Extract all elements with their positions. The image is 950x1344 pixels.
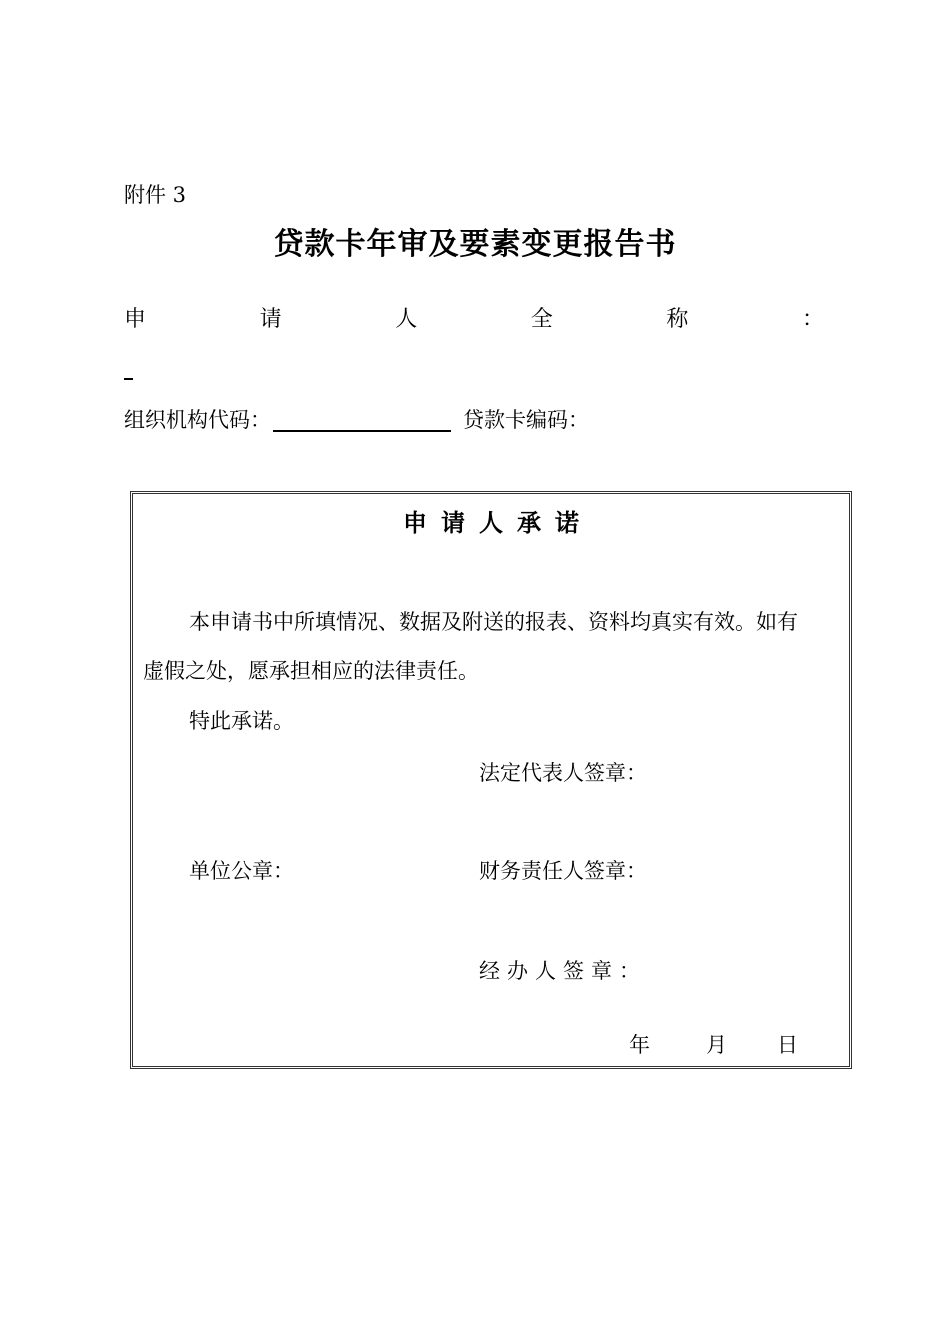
date-row [629, 1030, 798, 1060]
date-day: 日 [777, 1033, 798, 1057]
org-code-row [124, 405, 589, 435]
date-month: 月 [706, 1033, 727, 1057]
commitment-paragraph-line1: 本申请书中所填情况、数据及附送的报表、资料均真实有效。如有 [189, 610, 798, 634]
date-year: 年 [629, 1033, 650, 1057]
handler-signature-label: 经办人签章： [479, 959, 647, 983]
applicant-name-label [124, 304, 824, 336]
page-title: 贷款卡年审及要素变更报告书 [273, 227, 677, 262]
commitment-closing: 特此承诺。 [189, 709, 294, 733]
legal-rep-signature-label: 法定代表人签章： [479, 761, 647, 785]
org-code-label: 组织机构代码： [124, 408, 271, 432]
applicant-name-field[interactable] [124, 378, 133, 380]
applicant-label-char: 人 [395, 307, 418, 332]
commitment-title: 申请人承诺 [403, 509, 593, 537]
applicant-label-char: ： [801, 307, 824, 332]
attachment-label: 附件 3 [124, 183, 187, 207]
loan-card-label: 贷款卡编码： [463, 408, 589, 432]
unit-seal-label: 单位公章： [189, 859, 294, 883]
finance-signature-label: 财务责任人签章： [479, 859, 647, 883]
applicant-label-char: 全 [530, 307, 553, 332]
commitment-paragraph-line2: 虚假之处，愿承担相应的法律责任。 [143, 659, 479, 683]
applicant-label-char: 请 [259, 307, 282, 332]
org-code-field[interactable] [273, 408, 451, 432]
commitment-box [130, 491, 852, 1069]
applicant-label-char: 申 [124, 307, 147, 332]
applicant-label-char: 称 [666, 307, 689, 332]
